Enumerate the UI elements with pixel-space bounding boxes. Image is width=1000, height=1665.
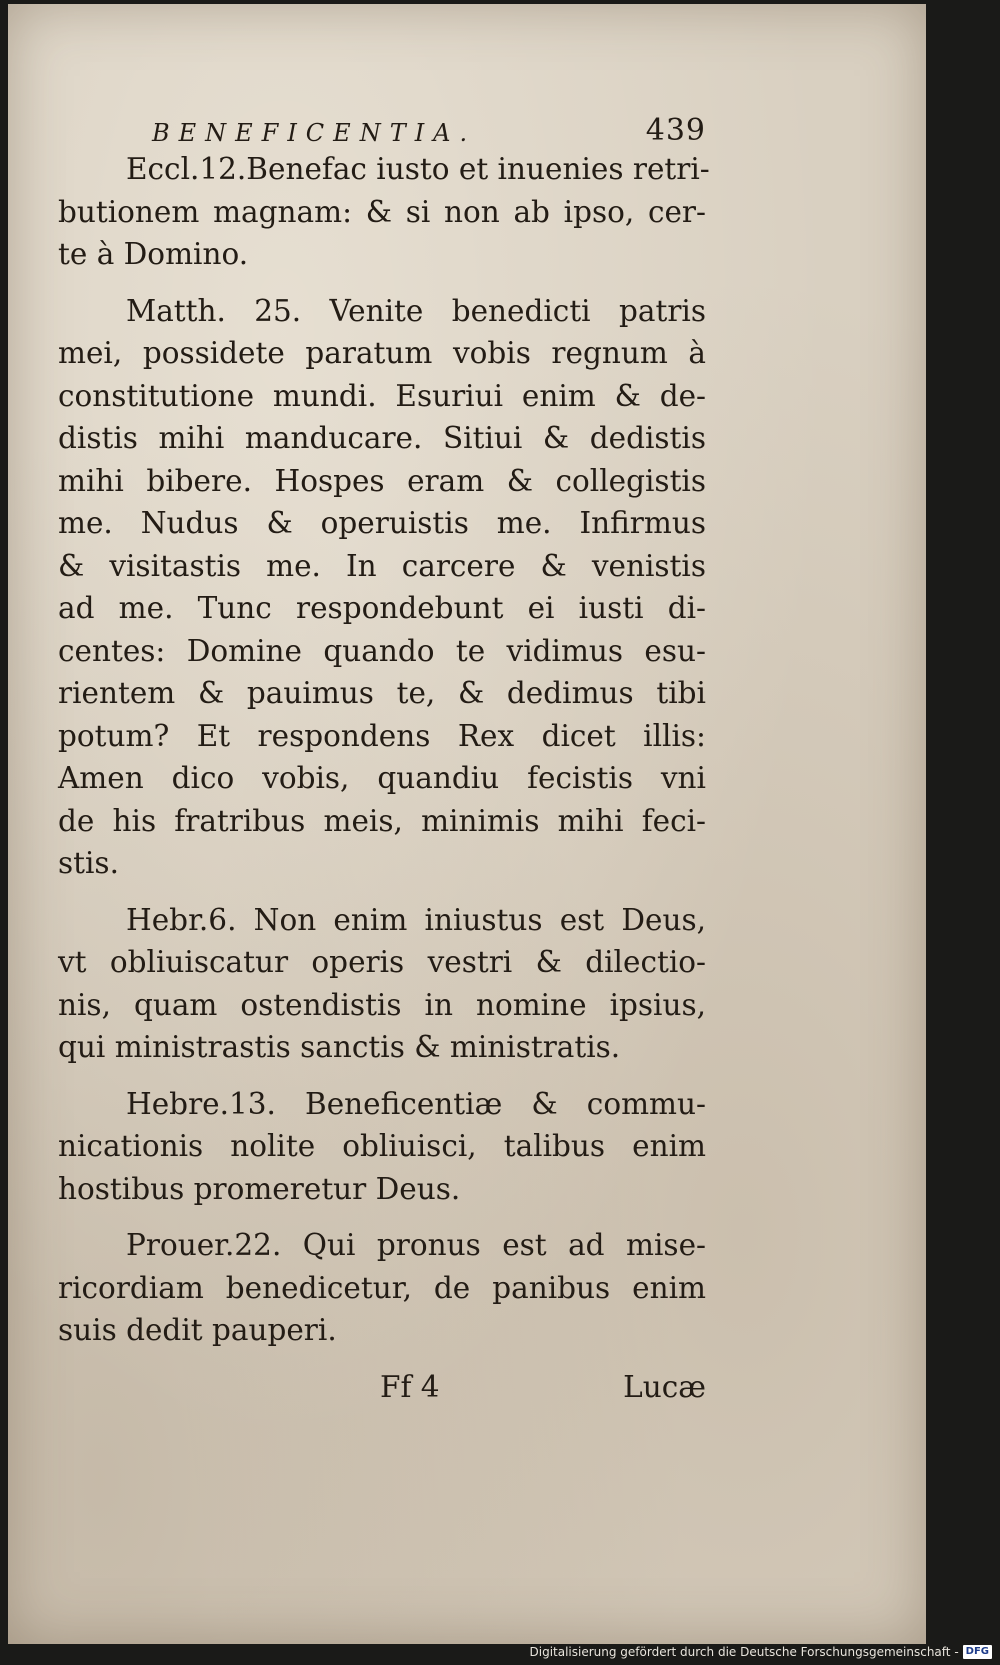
text-line: ricordiam benedicetur, de panibus enim bbox=[58, 1270, 706, 1305]
digitization-credit bbox=[530, 1643, 993, 1661]
text-line: de his fratribus meis, minimis mihi feci‑ bbox=[58, 803, 706, 838]
book-page bbox=[8, 4, 926, 1644]
paragraph-prouer bbox=[58, 1224, 706, 1352]
text-line: potum? Et respondens Rex dicet illis: bbox=[58, 718, 706, 753]
text-line: rientem & pauimus te, & dedimus tibi bbox=[58, 676, 706, 710]
text-line: distis mihi manducare. Sitiui & dedistis bbox=[58, 421, 706, 455]
text-line: qui ministrastis sanctis & ministratis. bbox=[58, 1030, 621, 1064]
paragraph-eccl bbox=[58, 148, 710, 276]
text-line: mei, possidete paratum vobis regnum à bbox=[58, 336, 706, 370]
text-line: centes: Domine quando te vidimus esu‑ bbox=[58, 633, 706, 668]
text-block bbox=[58, 104, 710, 1412]
text-line: Hebr.6. Non enim iniustus est Deus, bbox=[126, 902, 706, 937]
text-line: me. Nudus & operuistis me. Infirmus bbox=[58, 506, 706, 540]
paragraph-matth bbox=[58, 290, 706, 885]
text-line: Amen dico vobis, quandiu fecistis vni bbox=[58, 761, 706, 795]
text-line: vt obliuiscatur operis vestri & dilectio‑ bbox=[58, 945, 706, 979]
text-line: hostibus promeretur Deus. bbox=[58, 1171, 461, 1206]
text-line: constitutione mundi. Esuriui enim & de‑ bbox=[58, 378, 706, 413]
signature-mark: Ff 4 bbox=[380, 1369, 440, 1404]
paragraph-hebr13 bbox=[58, 1083, 706, 1211]
text-line: Prouer.22. Qui pronus est ad mise‑ bbox=[126, 1228, 706, 1262]
paragraph-hebr6 bbox=[58, 899, 706, 1069]
running-head bbox=[58, 104, 706, 148]
text-line: Hebre.13. Beneficentiæ & commu‑ bbox=[126, 1086, 706, 1121]
text-line: ad me. Tunc respondebunt ei iusti di‑ bbox=[58, 591, 706, 625]
text-line: mihi bibere. Hospes eram & collegistis bbox=[58, 463, 706, 498]
credit-text: Digitalisierung gefördert durch die Deutsche Forschungsgemeinschaft - bbox=[529, 1645, 959, 1659]
text-line: stis. bbox=[58, 846, 119, 880]
text-line: nis, quam ostendistis in nomine ipsius, bbox=[58, 987, 706, 1022]
text-line: butionem magnam: & si non ab ipso, cer‑ bbox=[58, 194, 706, 229]
text-line: nicationis nolite obliuisci, talibus enim bbox=[58, 1129, 706, 1163]
text-line: Matth. 25. Venite benedicti patris bbox=[126, 293, 706, 328]
text-line: & visitastis me. In carcere & venistis bbox=[58, 548, 706, 583]
page-number: 439 bbox=[645, 113, 706, 148]
dfg-logo: DFG bbox=[963, 1645, 992, 1659]
catchword: Lucæ bbox=[623, 1369, 706, 1404]
running-head-title: BENEFICENTIA. bbox=[152, 119, 477, 147]
catchline bbox=[58, 1366, 706, 1412]
text-line: suis dedit pauperi. bbox=[58, 1313, 337, 1347]
text-line: Eccl.12.Benefac iusto et inuenies retri‑ bbox=[126, 152, 710, 186]
text-line: te à Domino. bbox=[58, 237, 249, 271]
